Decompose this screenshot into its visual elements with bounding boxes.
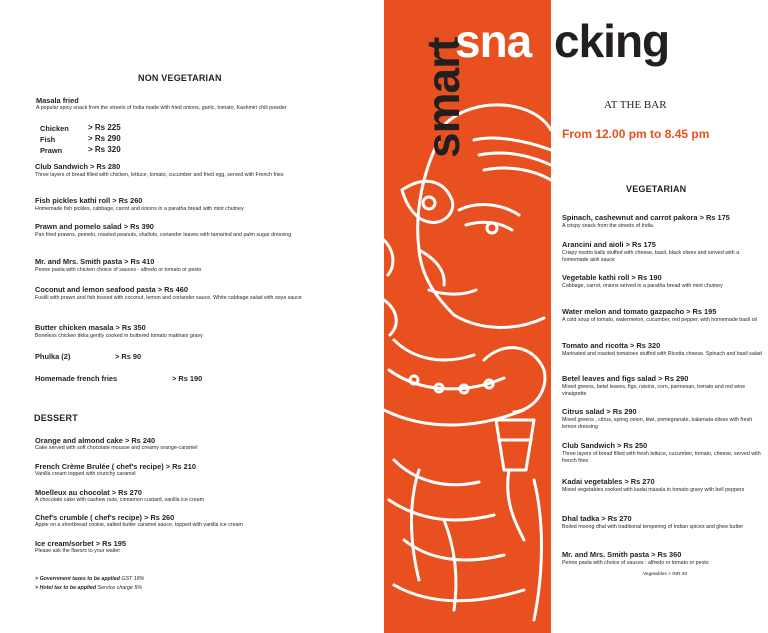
- menu-item-desc: Fusilli with prawn and fish tossed with coconut, lemon and coriander sauce. White cabbage salad with soya sauce: [35, 295, 302, 301]
- tax-label: > Government taxes to be applied: [35, 576, 120, 582]
- menu-item-name: French Crème Brulée ( chef's recipe) > Rs 210: [35, 462, 196, 471]
- menu-item-desc: Boneless chicken tikka gently cooked in buttered tomato makhani gravy: [35, 333, 203, 339]
- menu-item-name: Club Sandwich > Rs 280: [35, 162, 121, 171]
- menu-item-name: Kadai vegetables > Rs 270: [562, 477, 655, 486]
- dessert-heading: DESSERT: [34, 413, 78, 423]
- title-cking: cking: [554, 15, 670, 67]
- title-sna: sna: [455, 15, 532, 67]
- menu-item-desc: Please ask the flavors to your waiter: [35, 548, 121, 554]
- menu-item-desc: Three layers of bread filled with fresh lettuce, cucumber, tomato, cheese, served with french fries: [562, 451, 761, 464]
- nonveg-heading: NON VEGETARIAN: [138, 73, 222, 83]
- menu-item-name: Butter chicken masala > Rs 350: [35, 323, 146, 332]
- menu-item-desc: Penne pasta with chicken choice of sauces - alfredo or tomato or pesto: [35, 267, 202, 273]
- menu-item-name: Chef's crumble ( chef's recipe) > Rs 260: [35, 513, 175, 522]
- menu-item-name: Club Sandwich > Rs 250: [562, 441, 648, 450]
- menu-item-desc: Penne pasta with choice of sauces : alfredo or tomato or pesto: [562, 560, 709, 566]
- tax-note: [35, 585, 142, 591]
- menu-item-desc: Mixed greens, betel leaves, figs, raisins, corn, parmesan, tomato and red wine vinaigrette: [562, 384, 746, 397]
- option-label: Fish: [40, 135, 56, 144]
- veg-heading: VEGETARIAN: [626, 184, 687, 194]
- menu-item-name: Dhal tadka > Rs 270: [562, 514, 632, 523]
- menu-item-name: Water melon and tomato gazpacho > Rs 195: [562, 307, 717, 316]
- menu-item-desc: Marinated and roasted tomatoes stuffed with Ricotta cheese. Spinach and basil salad: [562, 351, 762, 357]
- option-price: > Rs 290: [88, 134, 121, 143]
- menu-item-name: Masala fried: [36, 96, 79, 105]
- menu-item-desc: Pan fried prawns, pomelo, roasted peanuts, shallots, coriander leaves with tamarind and palm sugar dressing: [35, 232, 292, 238]
- menu-item-price: > Rs 190: [172, 374, 203, 383]
- menu-item-desc: A crispy snack from the streets of India: [562, 223, 653, 229]
- menu-item-desc: A chocolate cake with cashew nuts, cinnamon custard, vanilla ice cream: [35, 497, 204, 503]
- menu-item-desc: Mixed vegetables cooked with kadai masala in tomato gravy with bell peppers: [562, 487, 745, 493]
- menu-item-name: Moelleux au chocolat > Rs 270: [35, 488, 142, 497]
- title-smart: smart: [417, 37, 469, 158]
- menu-item-name: Mr. and Mrs. Smith pasta > Rs 410: [35, 257, 155, 266]
- tax-label: > Hotel tax to be applied: [35, 585, 97, 591]
- menu-item-name: Homemade french fries: [35, 374, 118, 383]
- menu-item-desc: Apple on a shortbread cookie, salted butter caramel sauce, topped with vanilla ice cream: [35, 522, 243, 528]
- menu-item-name: Vegetable kathi roll > Rs 190: [562, 273, 662, 282]
- illustration-panel: [384, 0, 551, 633]
- menu-item-name: Fish pickles kathi roll > Rs 260: [35, 196, 143, 205]
- option-label: Prawn: [40, 146, 63, 155]
- menu-item-name: Prawn and pomelo salad > Rs 390: [35, 222, 154, 231]
- menu-item-desc: Vanilla cream topped with crunchy caramel: [35, 471, 136, 477]
- menu-item-desc: Homemade fish pickles, cabbage, carrot and onions in a paratha bread with mint chutney: [35, 206, 244, 212]
- menu-item-name: Coconut and lemon seafood pasta > Rs 460: [35, 285, 188, 294]
- menu-item-desc: Cake served with soft chocolate mousse and creamy orange-caramel: [35, 445, 198, 451]
- menu-item-name: Citrus salad > Rs 290: [562, 407, 637, 416]
- veg-footnote: Vegetables > INR 30: [643, 572, 688, 577]
- option-price: > Rs 225: [88, 123, 121, 132]
- menu-item-desc: Three layers of bread filled with chicken, lettuce, tomato, cucumber and fried egg, served with French fries: [35, 172, 284, 178]
- at-the-bar: AT THE BAR: [604, 99, 667, 111]
- menu-item-name: Spinach, cashewnut and carrot pakora > Rs 175: [562, 213, 730, 222]
- menu-item-desc: A cold soup of tomato, watermelon, cucumber, red pepper, with homemade basil oil: [562, 317, 757, 323]
- menu-item-name: Ice cream/sorbet > Rs 195: [35, 539, 127, 548]
- menu-item-name: Mr. and Mrs. Smith pasta > Rs 360: [562, 550, 682, 559]
- menu-item-desc: Boiled moong dhal with traditional tempering of Indian spices and ghee butter: [562, 524, 744, 530]
- menu-item-name: Arancini and aioli > Rs 175: [562, 240, 656, 249]
- tax-detail: Service charge 5%: [96, 585, 143, 591]
- option-label: Chicken: [40, 124, 69, 133]
- menu-item-name: Orange and almond cake > Rs 240: [35, 436, 156, 445]
- menu-item-price: > Rs 90: [115, 352, 142, 361]
- menu-item-name: Betel leaves and figs salad > Rs 290: [562, 374, 689, 383]
- menu-item-name: Phulka (2): [35, 352, 71, 361]
- right-page: [551, 0, 768, 633]
- menu-item-name: Tomato and ricotta > Rs 320: [562, 341, 661, 350]
- menu-item-desc: Mixed greens , citrus, spring onion, kiwi, pomegranate, kalamata olives with fresh lemon dressing: [562, 417, 753, 430]
- hours: From 12.00 pm to 8.45 pm: [562, 127, 710, 141]
- tax-note: [35, 576, 144, 582]
- option-price: > Rs 320: [88, 145, 121, 154]
- menu-item-desc: A popular spicy snack from the streets of India made with fried onions, garlic, tomato, Kashmiri chili powder: [36, 105, 287, 111]
- tax-detail: GST 18%: [119, 576, 145, 582]
- menu-item-desc: Crispy risotto balls stuffed with cheese, basil, black olives and served with a homemade aioli sauce: [562, 250, 740, 263]
- menu-item-desc: Cabbage, carrot, onions served in a paratha bread with mint chutney: [562, 283, 723, 289]
